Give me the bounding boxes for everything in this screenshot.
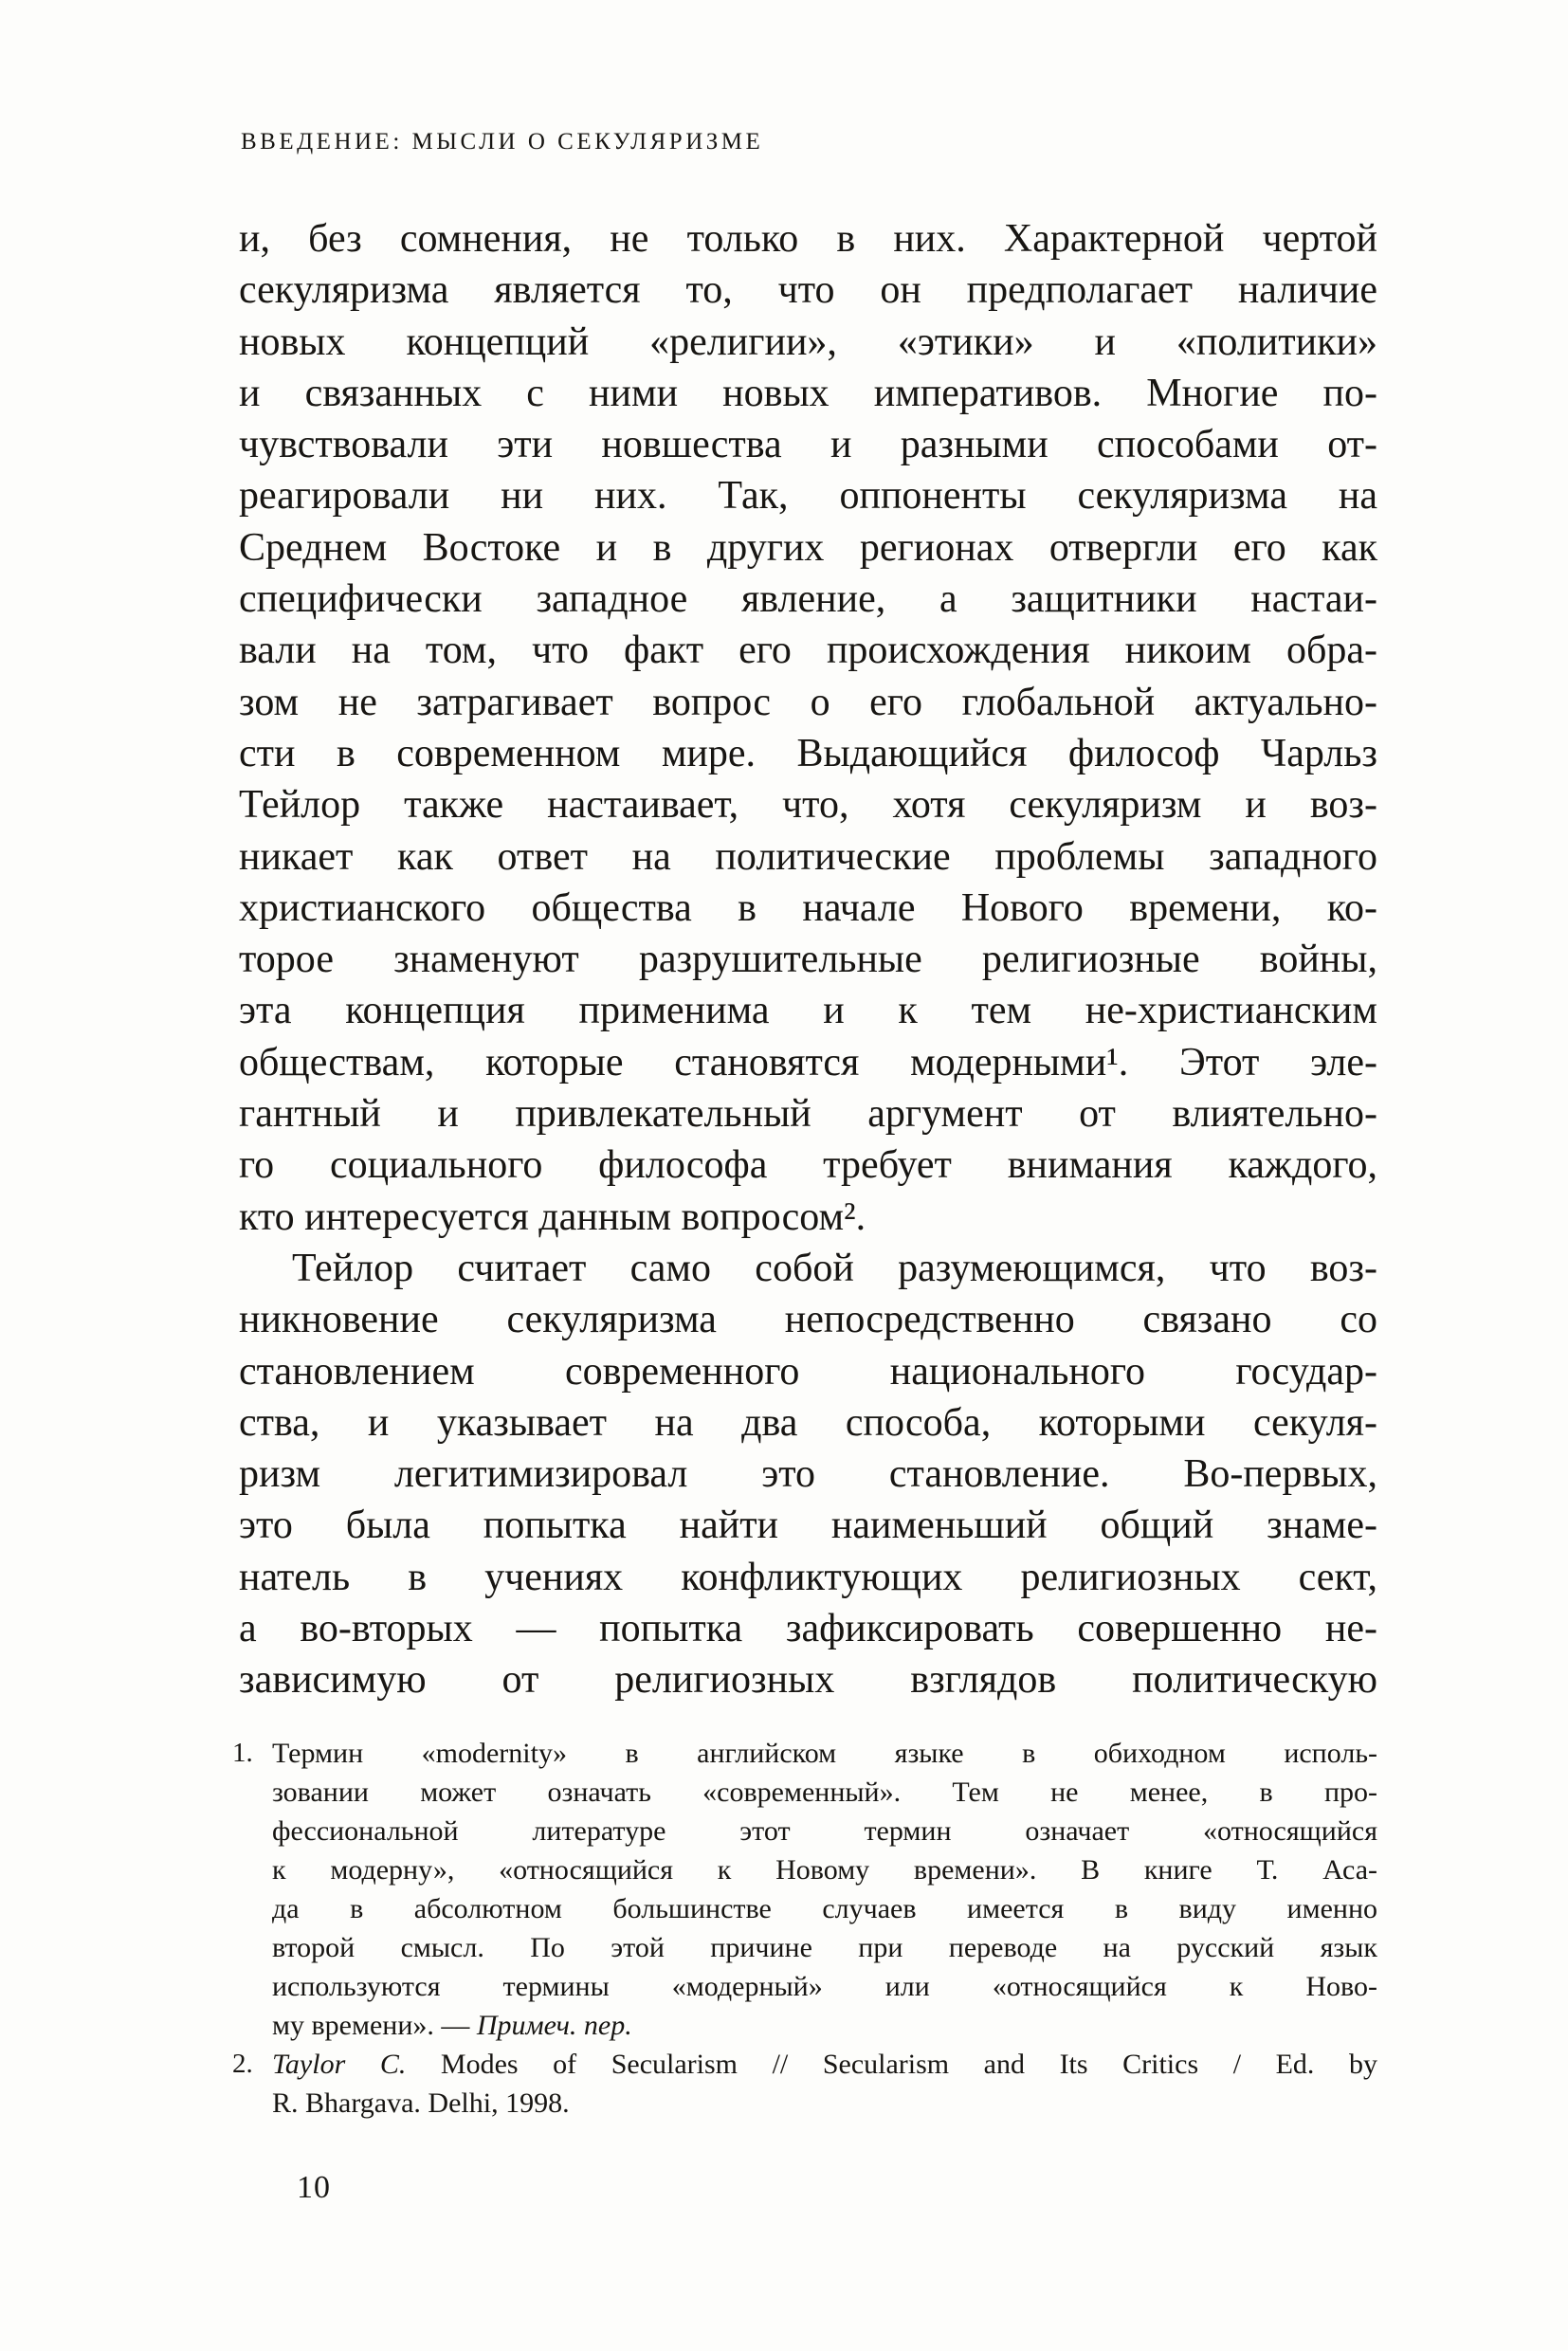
- text-line: сти в современном мире. Выдающийся философ Чарльз: [239, 731, 1377, 775]
- plain-text: Modes of Secularism // Secularism and Its Critics / Ed. by: [406, 2049, 1378, 2080]
- text-line: Тейлор также настаивает, что, хотя секуляризм и воз-: [239, 783, 1377, 828]
- running-header: ВВЕДЕНИЕ: МЫСЛИ О СЕКУЛЯРИЗМЕ: [241, 129, 764, 155]
- text-line: торое знаменуют разрушительные религиозные войны,: [239, 938, 1377, 982]
- text-line: а во-вторых — попытка зафиксировать совершенно не-: [239, 1607, 1377, 1651]
- text-line: и, без сомнения, не только в них. Характерной чертой: [239, 217, 1377, 261]
- text-line: второй смысл. По этой причине при переводе на русский язык: [272, 1932, 1377, 1963]
- body-text: [239, 213, 1377, 1706]
- page-number: 10: [297, 2170, 331, 2205]
- text-line: ризм легитимизировал это становление. Во-первых,: [239, 1452, 1377, 1497]
- text-line: [272, 2045, 1377, 2084]
- text-line: фессиональной литературе этот термин означает «относящийся: [272, 1815, 1377, 1847]
- footnotes-section: [232, 1734, 1378, 2123]
- text-line: христианского общества в начале Нового времени, ко-: [239, 885, 1377, 930]
- text-line: зовании может означать «современный». Тем не менее, в про-: [272, 1777, 1377, 1808]
- text-line: секуляризма является то, что он предполагает наличие: [239, 268, 1377, 313]
- footnote-1: [232, 1734, 1377, 2045]
- footnote-text-1: [272, 1734, 1377, 2045]
- text-line: никает как ответ на политические проблемы западного: [239, 834, 1377, 879]
- text-line: и связанных с ними новых императивов. Многие по-: [239, 371, 1377, 415]
- text-line: вали на том, что факт его происхождения никоим обра-: [239, 629, 1377, 673]
- text-line: реагировали ни них. Так, оппоненты секуляризма на: [239, 474, 1377, 519]
- text-line: Термин «modernity» в английском языке в обиходном исполь-: [272, 1738, 1377, 1769]
- text-line: ства, и указывает на два способа, которыми секуля-: [239, 1400, 1377, 1445]
- italic-text: Taylor C.: [272, 2049, 407, 2080]
- footnote-2: [232, 2045, 1378, 2123]
- text-line: зом не затрагивает вопрос о его глобальной актуально-: [239, 680, 1377, 724]
- footnote-marker-1: 1.: [232, 1738, 253, 1768]
- text-line: к модерну», «относящийся к Новому времени». В книге Т. Аса-: [272, 1854, 1377, 1886]
- footnote-text-2: [272, 2045, 1377, 2123]
- text-line: да в абсолютном большинстве случаев имеется в виду именно: [272, 1893, 1377, 1924]
- italic-text: Примеч. пер.: [476, 2010, 632, 2041]
- text-line: эта концепция применима и к тем не-христианским: [239, 989, 1377, 1033]
- text-line: никновение секуляризма непосредственно связано со: [239, 1298, 1377, 1342]
- paragraph-1: [239, 213, 1377, 1243]
- text-line: обществам, которые становятся модерными¹. Этот эле-: [239, 1040, 1377, 1084]
- text-line: специфически западное явление, а защитники настаи-: [239, 577, 1377, 622]
- text-line: R. Bhargava. Delhi, 1998.: [272, 2087, 570, 2119]
- footnote-marker-2: 2.: [232, 2049, 253, 2079]
- text-line: новых концепций «религии», «этики» и «политики»: [239, 319, 1377, 364]
- text-line: Среднем Востоке и в других регионах отвергли его как: [239, 525, 1377, 570]
- text-line: используются термины «модерный» или «относящийся к Ново-: [272, 1971, 1377, 2002]
- text-line: гантный и привлекательный аргумент от влиятельно-: [239, 1092, 1377, 1137]
- text-line: это была попытка найти наименьший общий знаме-: [239, 1504, 1377, 1548]
- text-line: [272, 2006, 1377, 2045]
- text-line: го социального философа требует внимания каждого,: [239, 1143, 1377, 1188]
- text-line: натель в учениях конфликтующих религиозных сект,: [239, 1555, 1377, 1599]
- text-line: Тейлор считает само собой разумеющимся, что воз-: [292, 1246, 1377, 1290]
- text-line: чувствовали эти новшества и разными способами от-: [239, 423, 1377, 467]
- text-line: кто интересуется данным вопросом².: [239, 1194, 866, 1239]
- text-line: становлением современного национального государ-: [239, 1349, 1377, 1394]
- paragraph-2: [239, 1243, 1377, 1706]
- plain-text: му времени». —: [272, 2010, 477, 2041]
- text-line: зависимую от религиозных взглядов политическую: [239, 1658, 1377, 1703]
